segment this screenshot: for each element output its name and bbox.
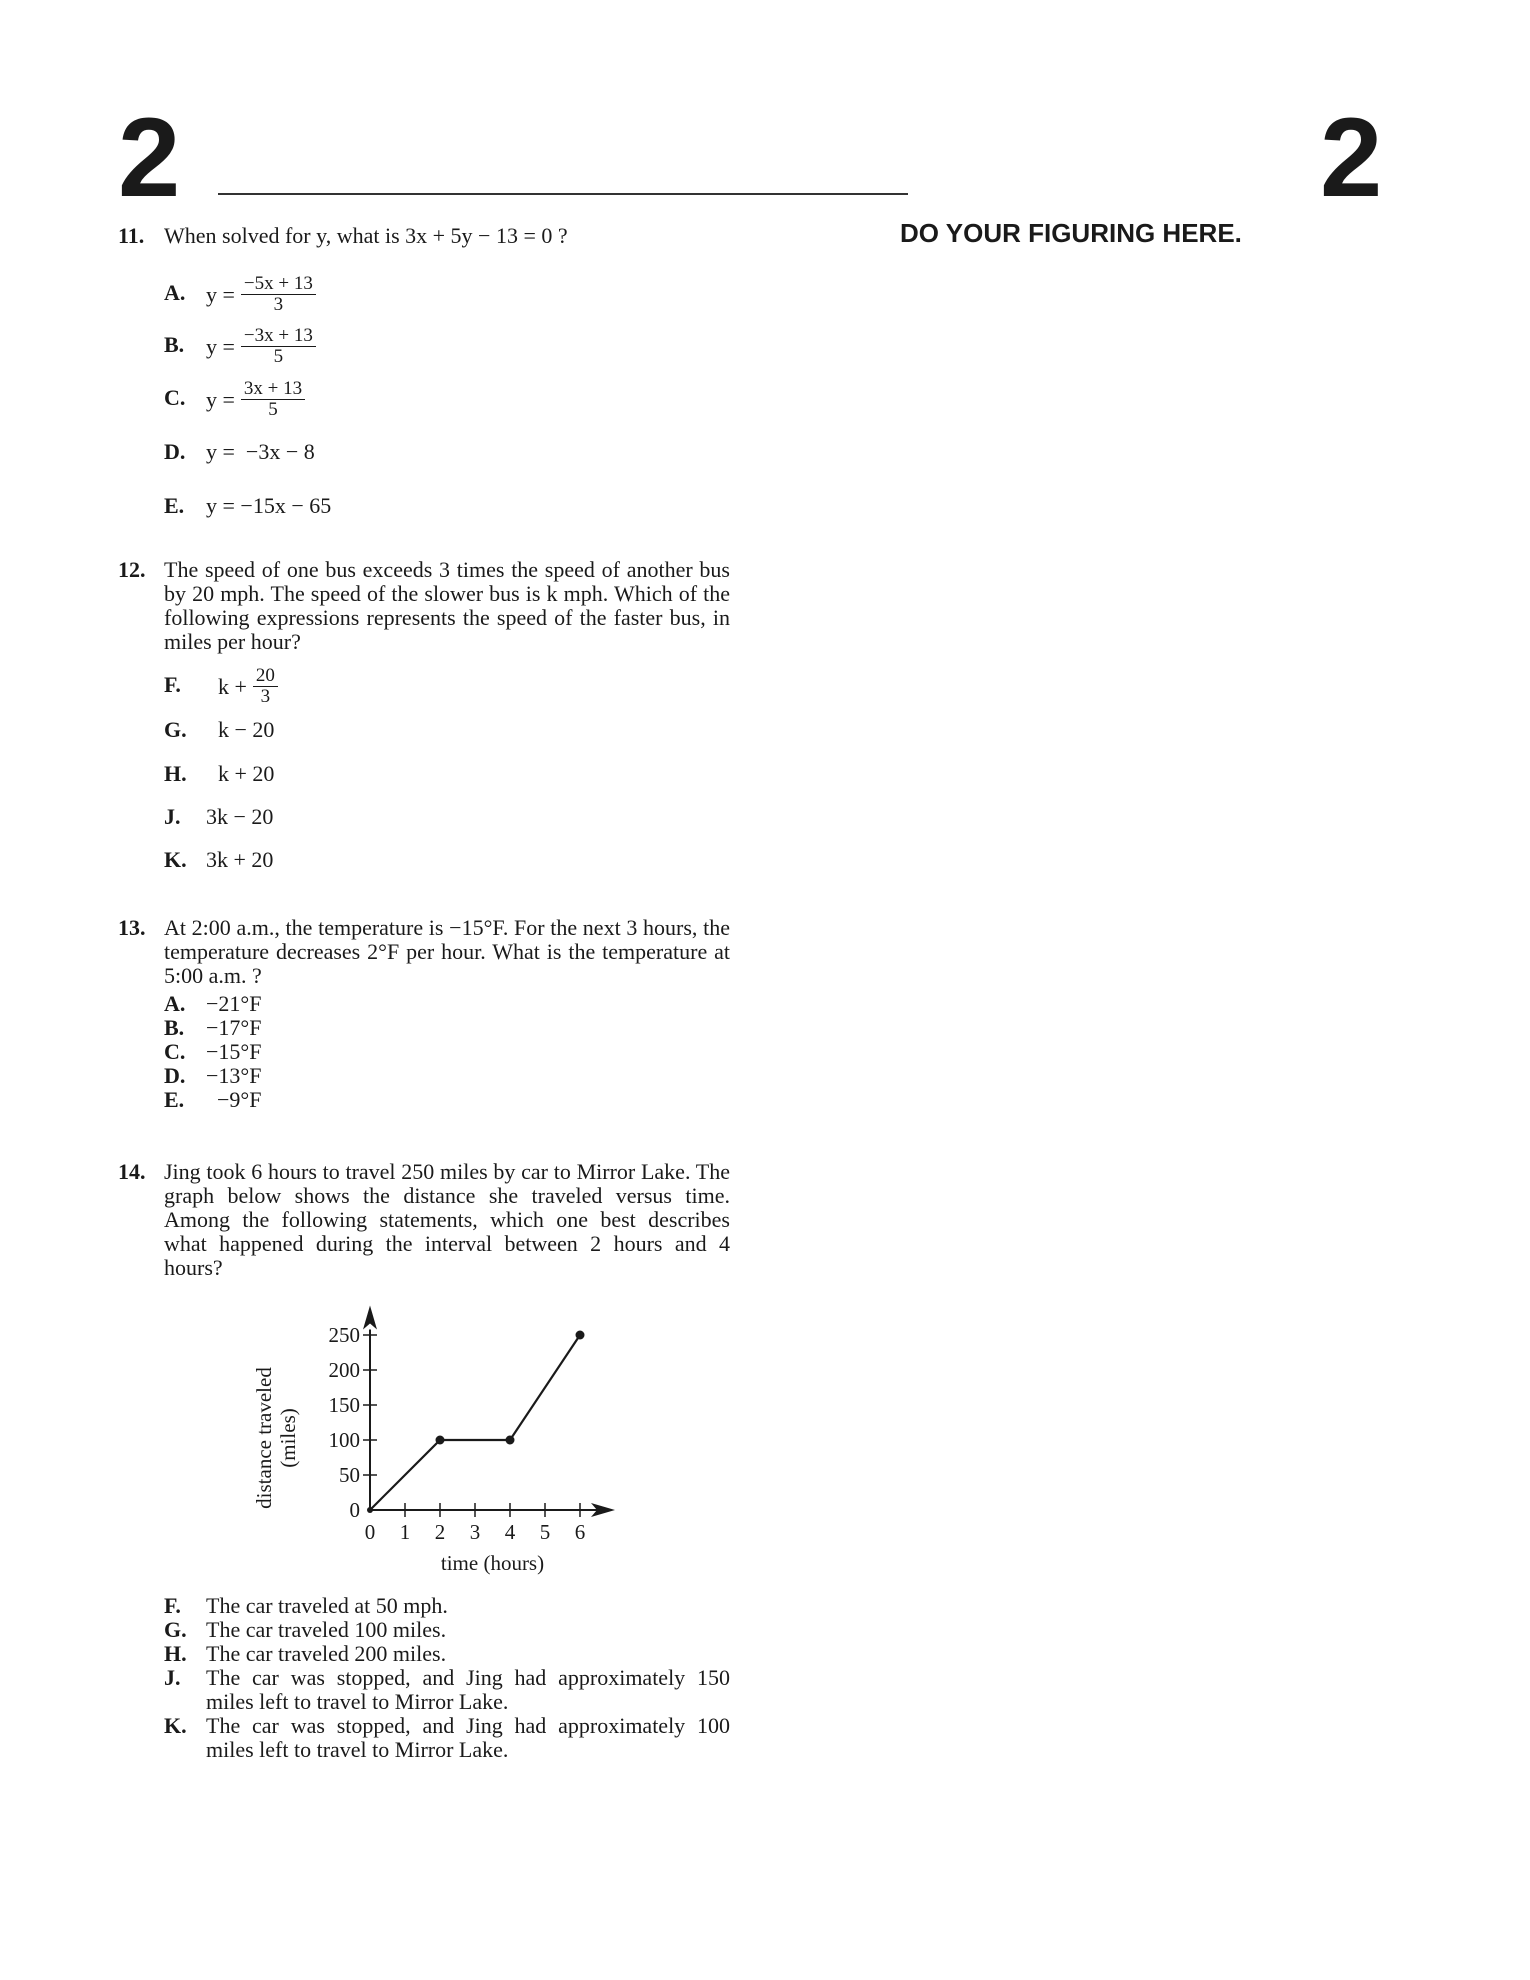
fraction-numerator: 20 [253, 666, 278, 687]
question-14-options [118, 1594, 730, 1762]
y-tick-label: 150 [328, 1393, 360, 1417]
option-text: 3k + 20 [206, 847, 274, 872]
question-stem: At 2:00 a.m., the temperature is −15°F. For the next 3 hours, the temperature decreases 2°F per hour. What is the temperature at 5:00 a.m. ? [164, 915, 730, 988]
option-text: 3k − 20 [206, 804, 274, 829]
option-text: The car was stopped, and Jing had approximately 150 miles left to travel to Mirror Lake. [206, 1665, 730, 1714]
answer-option-e[interactable] [164, 1088, 730, 1112]
x-tick-label: 2 [434, 1520, 446, 1544]
fraction-numerator: −3x + 13 [241, 326, 316, 347]
y-tick-label: 250 [328, 1323, 360, 1347]
answer-option-k[interactable] [164, 1714, 730, 1762]
header-rule [218, 193, 908, 195]
option-letter: B. [164, 331, 185, 357]
option-prefix: y = [206, 281, 235, 307]
option-text: The car was stopped, and Jing had approximately 100 miles left to travel to Mirror Lake. [206, 1713, 730, 1762]
option-text: −15°F [206, 1039, 262, 1064]
option-letter: D. [164, 439, 186, 464]
option-letter: A. [164, 991, 186, 1016]
question-number: 13. [118, 915, 146, 940]
option-text: −17°F [206, 1015, 262, 1040]
fraction [241, 326, 316, 367]
y-axis-arrow-icon [363, 1306, 377, 1330]
y-axis-label-line-1: distance traveled [252, 1367, 276, 1509]
x-tick-label: 0 [364, 1520, 376, 1544]
fraction-numerator: 3x + 13 [241, 379, 305, 400]
data-point [367, 1507, 373, 1513]
question-stem: The speed of one bus exceeds 3 times the speed of another bus by 20 mph. The speed of the slower bus is k mph. Which of the following expressions represents the speed of the faster bus, in miles per hour? [164, 557, 730, 654]
option-letter: F. [164, 671, 181, 697]
series-line [370, 1335, 580, 1510]
option-text: −13°F [206, 1063, 262, 1088]
option-letter: D. [164, 1063, 186, 1088]
answer-option-h[interactable] [164, 1642, 730, 1666]
question-number: 12. [118, 557, 146, 582]
data-point [576, 1331, 585, 1340]
answer-option-c[interactable] [164, 1040, 730, 1064]
option-text: k + 20 [218, 761, 275, 786]
distance-time-graph [250, 1282, 650, 1582]
answer-option-g[interactable] [164, 1618, 730, 1642]
option-letter: G. [164, 717, 187, 742]
answer-option-j[interactable] [164, 1666, 730, 1714]
x-tick-label: 5 [539, 1520, 551, 1544]
answer-option-a[interactable] [164, 992, 730, 1016]
figuring-label: DO YOUR FIGURING HERE. [900, 218, 1242, 248]
option-prefix: y = [206, 386, 235, 412]
option-letter: H. [164, 1641, 187, 1666]
option-letter: C. [164, 384, 186, 410]
question-13 [118, 916, 730, 1112]
answer-option-j[interactable] [164, 805, 273, 829]
option-text: y = −15x − 65 [206, 493, 332, 518]
x-axis-label: time (hours) [440, 1551, 545, 1575]
option-letter: C. [164, 1039, 186, 1064]
answer-option-f[interactable] [164, 666, 278, 707]
option-letter: A. [164, 279, 186, 305]
option-letter: B. [164, 1015, 185, 1040]
question-11 [118, 223, 730, 518]
fraction [241, 379, 305, 420]
option-letter: E. [164, 1087, 185, 1112]
data-point [436, 1436, 445, 1445]
question-number: 14. [118, 1159, 146, 1184]
question-stem: When solved for y, what is 3x + 5y − 13 = 0 ? [164, 223, 568, 248]
section-number-left: 2 [118, 95, 181, 220]
option-prefix: k + [218, 673, 247, 699]
x-tick-label: 6 [574, 1520, 586, 1544]
x-tick-label: 3 [469, 1520, 481, 1544]
fraction-denominator: 5 [273, 346, 284, 367]
answer-option-c[interactable] [164, 379, 305, 420]
answer-options [164, 992, 730, 1112]
option-text: y = −3x − 8 [206, 439, 315, 464]
x-tick-label: 1 [399, 1520, 411, 1544]
plot-area [329, 1306, 616, 1545]
question-12 [118, 557, 730, 872]
question-stem: Jing took 6 hours to travel 250 miles by car to Mirror Lake. The graph below shows the distance she traveled versus time. Among the following statements, which one best describes what happened during the interval between 2 hours and 4 hours? [164, 1159, 730, 1280]
question-14 [118, 1160, 730, 1280]
answer-option-d[interactable] [164, 440, 315, 464]
option-prefix: y = [206, 333, 235, 359]
option-text: The car traveled at 50 mph. [206, 1593, 448, 1618]
option-letter: H. [164, 761, 187, 786]
y-tick-label: 50 [339, 1463, 360, 1487]
answer-option-k[interactable] [164, 848, 273, 872]
answer-option-a[interactable] [164, 274, 316, 315]
option-letter: E. [164, 493, 185, 518]
y-tick-label: 100 [328, 1428, 360, 1452]
fraction-numerator: −5x + 13 [241, 274, 316, 295]
fraction-denominator: 3 [273, 294, 284, 315]
data-point [506, 1436, 515, 1445]
y-tick-label: 200 [328, 1358, 360, 1382]
section-number-right: 2 [1320, 95, 1383, 220]
x-tick-label: 4 [504, 1520, 516, 1544]
answer-option-h[interactable] [164, 762, 274, 786]
option-text: −21°F [206, 991, 262, 1016]
option-text: The car traveled 100 miles. [206, 1617, 447, 1642]
y-axis-label-line-2: (miles) [276, 1408, 300, 1468]
option-letter: J. [164, 1665, 181, 1690]
option-letter: F. [164, 1593, 181, 1618]
answer-option-d[interactable] [164, 1064, 730, 1088]
option-letter: K. [164, 1713, 187, 1738]
option-text: The car traveled 200 miles. [206, 1641, 447, 1666]
y-tick-label: 0 [349, 1498, 360, 1522]
option-letter: G. [164, 1617, 187, 1642]
answer-option-g[interactable] [164, 718, 274, 742]
option-letter: K. [164, 847, 187, 872]
fraction [241, 274, 316, 315]
option-text: −9°F [206, 1087, 262, 1112]
question-number: 11. [118, 223, 145, 248]
answer-option-b[interactable] [164, 1016, 730, 1040]
answer-option-b[interactable] [164, 326, 316, 367]
option-letter: J. [164, 804, 181, 829]
option-text: k − 20 [218, 717, 275, 742]
answer-option-e[interactable] [164, 494, 331, 518]
fraction-denominator: 5 [268, 399, 278, 420]
fraction-denominator: 3 [260, 686, 271, 707]
answer-option-f[interactable] [164, 1594, 730, 1618]
fraction [253, 666, 278, 707]
